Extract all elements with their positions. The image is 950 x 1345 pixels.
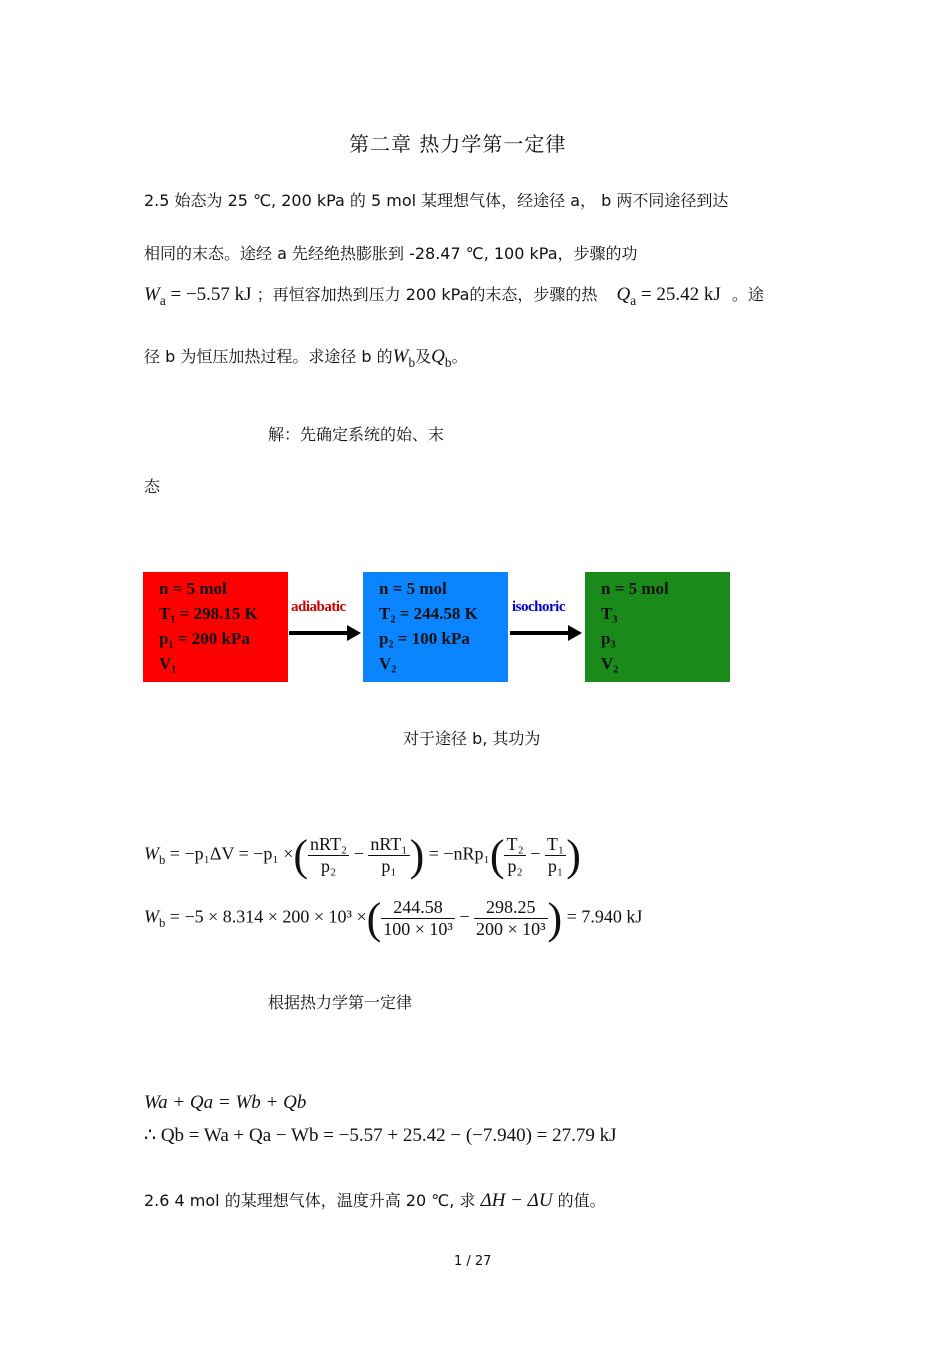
- solution-intro-cont: 态: [144, 477, 161, 496]
- arrow-adiabatic-head-icon: [347, 625, 361, 641]
- problem-2-6-text: 2.6 4 mol 的某理想气体，温度升高 20 ℃, 求: [144, 1191, 476, 1210]
- arrow-adiabatic-line: [289, 631, 349, 635]
- box2-n: n = 5 mol: [379, 579, 447, 598]
- problem-2-5-line4: [144, 344, 468, 371]
- problem-2-5-line2: 相同的末态。途经 a 先经绝热膨胀到 -28.47 ℃, 100 kPa，步骤的功: [144, 244, 638, 263]
- equation-first-law: Wa + Qa = Wb + Qb: [144, 1092, 307, 1113]
- box1-V: V₁: [159, 654, 177, 673]
- box3-n: n = 5 mol: [601, 579, 669, 598]
- box2-T: T₂ = 244.58 K: [379, 604, 478, 623]
- qa-formula: $Q_a = 25.42$ kJ: [616, 284, 721, 308]
- qb-symbol: $Q_b$: [431, 346, 452, 370]
- box1-p: p₁ = 200 kPa: [159, 629, 250, 648]
- arrow-label-adiabatic: adiabatic: [291, 599, 346, 615]
- arrow-isochoric-line: [510, 631, 570, 635]
- problem-2-5-line1: 2.5 始态为 25 ℃, 200 kPa 的 5 mol 某理想气体，经途径 a， b 两不同途径到达: [144, 191, 729, 210]
- arrow-isochoric-head-icon: [568, 625, 582, 641]
- page-number: 1 / 27: [454, 1254, 492, 1269]
- box3-T: T₃: [601, 604, 618, 623]
- wa-formula: $W_a = -5.57$ kJ: [144, 284, 252, 308]
- box1-n: n = 5 mol: [159, 579, 227, 598]
- arrow-label-isochoric: isochoric: [512, 599, 565, 615]
- problem-2-5-line4-start: 径 b 为恒压加热过程。求途径 b 的: [144, 347, 393, 366]
- problem-2-6: [144, 1188, 606, 1212]
- chapter-title: 第二章 热力学第一定律: [349, 132, 567, 156]
- problem-2-5-line4-end: 。: [451, 347, 468, 366]
- problem-2-5-line3-end: 。途: [731, 285, 764, 304]
- box1-T: T₁ = 298.15 K: [159, 604, 258, 623]
- equation-wb-numeric: $W_b = -5 \times 8.314 \times 200 \times 10^3$ ×( $\frac{244.58}{\text{100 × 10³}}$ − $\frac{298.25}{\text{200 × 10³}}$ ) = 7.940 kJ: [144, 894, 643, 943]
- box3-p: p₃: [601, 629, 616, 648]
- equation-wb-symbolic: $W_b = -p_1\Delta V = -p_1$ ×( $\frac{\text{nRT₂}}{\text{p₂}}$ − $\frac{\text{nRT₁}}{\text{p₁}}$ ) = −nRp₁( $\frac{\text{T₂}}{\text{p₂}}$ − $\frac{\text{T₁}}{\text{p₁}}$ ): [144, 831, 581, 880]
- state-box-initial: [143, 572, 288, 682]
- box2-V: V₂: [379, 654, 397, 673]
- wb-symbol: $W_b$: [392, 346, 416, 370]
- problem-2-5-line3-mid: ；再恒容加热到压力 200 kPa的末态，步骤的热: [256, 285, 598, 304]
- path-b-work-text: 对于途径 b, 其功为: [403, 729, 541, 748]
- box2-p: p₂ = 100 kPa: [379, 629, 470, 648]
- and-text: 及: [415, 347, 432, 366]
- solution-intro: 解：先确定系统的始、末: [268, 425, 445, 444]
- box3-V: V₂: [601, 654, 619, 673]
- equation-qb-result: ∴ Qb = Wa + Qa − Wb = −5.57 + 25.42 − (−7.940) = 27.79 kJ: [144, 1125, 617, 1146]
- problem-2-6-text-end: 的值。: [557, 1191, 606, 1210]
- first-law-text: 根据热力学第一定律: [268, 993, 413, 1012]
- state-box-intermediate: [363, 572, 508, 682]
- problem-2-5-line3: [144, 282, 764, 309]
- problem-2-6-formula: ΔH − ΔU: [480, 1190, 553, 1211]
- state-box-final: [585, 572, 730, 682]
